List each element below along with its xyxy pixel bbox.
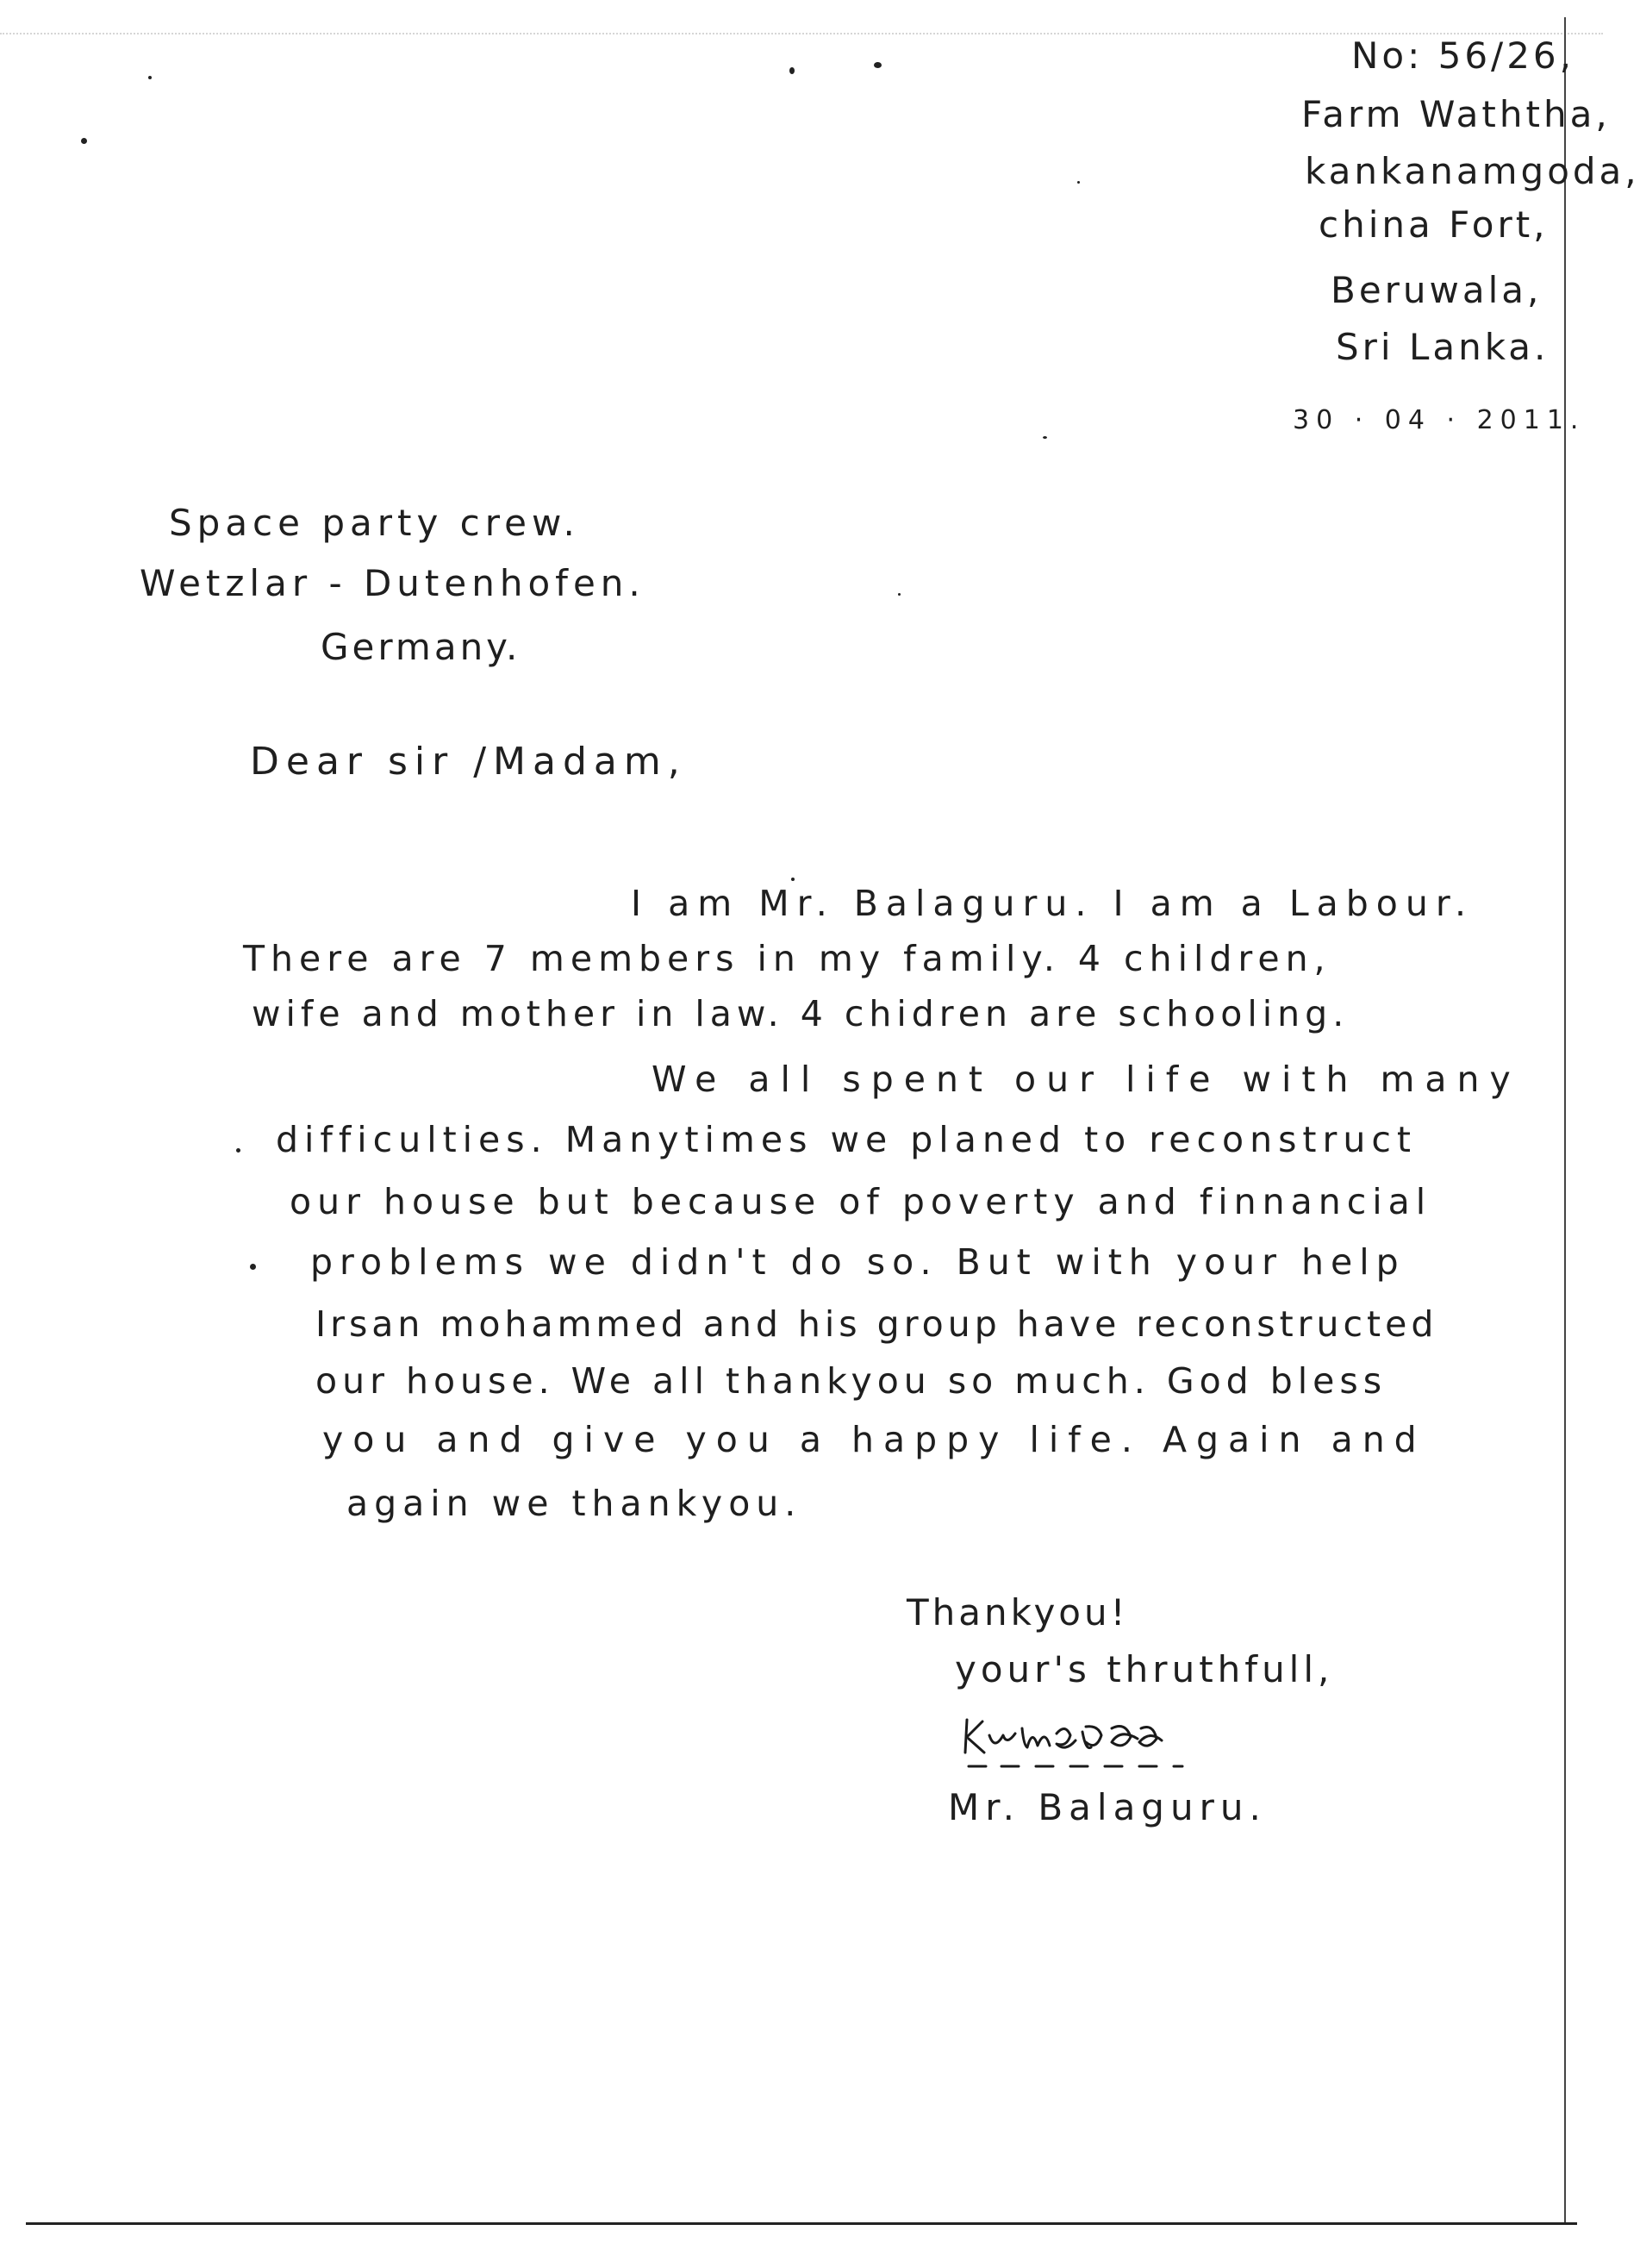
scan-speck (1043, 436, 1047, 439)
body-line-10: you and give you a happy life. Again and (322, 1419, 1426, 1460)
recipient-line-2: Wetzlar - Dutenhofen. (140, 562, 645, 604)
body-line-2: There are 7 members in my family. 4 children, (243, 938, 1331, 979)
body-line-8: Irsan mohammed and his group have reconstructed (315, 1303, 1438, 1345)
body-line-9: our house. We all thankyou so much. God bless (315, 1360, 1387, 1402)
sender-address-line-5: Beruwala, (1331, 269, 1543, 311)
scan-speck (236, 1148, 240, 1153)
letter-date: 30 · 04 · 2011. (1293, 405, 1586, 435)
scan-speck (791, 878, 795, 881)
scan-speck (789, 67, 795, 74)
handwritten-signature (957, 1703, 1267, 1775)
body-line-6: our house but because of poverty and finnancial (290, 1181, 1432, 1222)
body-line-4: We all spent our life with many (652, 1059, 1521, 1100)
scan-speck (148, 76, 152, 79)
signature-graphic (957, 1703, 1267, 1771)
recipient-line-1: Space party crew. (169, 502, 580, 544)
body-line-7: problems we didn't do so. But with your help (310, 1241, 1406, 1283)
body-line-3: wife and mother in law. 4 chidren are schooling. (252, 993, 1350, 1034)
sender-address-line-4: china Fort, (1319, 203, 1549, 246)
sender-address-line-2: Farm Waththa, (1301, 93, 1611, 135)
sender-address-line-3: kankanamgoda, (1305, 150, 1640, 192)
closing-thanks: Thankyou! (907, 1591, 1129, 1634)
scan-speck (874, 62, 882, 68)
body-line-11: again we thankyou. (346, 1483, 802, 1524)
scan-speck (250, 1264, 256, 1270)
salutation: Dear sir /Madam, (250, 740, 687, 784)
sender-address-line-1: No: 56/26, (1351, 34, 1575, 77)
body-line-1: I am Mr. Balaguru. I am a Labour. (631, 883, 1475, 924)
bottom-page-border (26, 2222, 1577, 2225)
body-line-5: difficulties. Manytimes we planed to reconstruct (276, 1119, 1417, 1160)
right-page-border (1564, 17, 1566, 2224)
closing-name: Mr. Balaguru. (948, 1786, 1267, 1828)
scan-speck (81, 138, 87, 144)
sender-address-line-6: Sri Lanka. (1336, 326, 1550, 368)
scan-speck (898, 593, 901, 596)
closing-valediction: your's thruthfull, (955, 1648, 1334, 1690)
recipient-line-3: Germany. (321, 626, 521, 668)
scan-speck (1077, 181, 1080, 184)
